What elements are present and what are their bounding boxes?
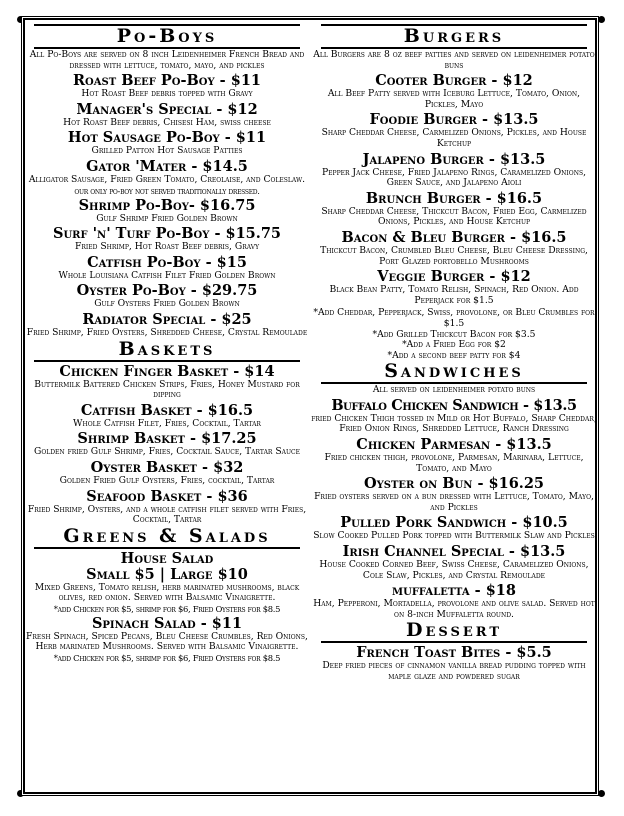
item-title: muffaletta - $18 <box>392 582 516 600</box>
item-title: Radiator Special - $25 <box>82 310 252 328</box>
item-title: Gator 'Mater - $14.5 <box>86 157 248 175</box>
house-salad-price: Small $5 | Large $10 <box>86 565 248 583</box>
item-desc: Fried chicken thigh, provolone, Parmesan, Marinara, Lettuce, Tomato, and Mayo <box>324 452 584 474</box>
item-title: Brunch Burger - $16.5 <box>365 189 543 207</box>
item-title: Bacon & Bleu Burger - $16.5 <box>341 228 567 246</box>
house-salad-title: House Salad <box>120 549 214 567</box>
item-desc: Gulf Shrimp Fried Golden Brown <box>96 212 238 224</box>
corner-dot-top-right <box>598 16 605 23</box>
sandwiches-intro: All served on leidenheimer potato buns <box>372 384 536 396</box>
section-heading-greens: Greens & Salads <box>34 526 300 549</box>
burger-addon: *Add a Fried Egg for $2 <box>402 339 506 351</box>
spinach-salad-note: *add Chicken for $5, shrimp for $6, Fried Oysters for $8.5 <box>53 653 281 664</box>
section-heading-sandwiches: Sandwiches <box>321 361 587 384</box>
burger-addon: *Add Grilled Thickcut Bacon for $3.5 <box>372 328 536 340</box>
section-heading-poboys: Po-Boys <box>34 24 300 49</box>
item-title: Irish Channel Special - $13.5 <box>342 543 566 561</box>
item-title: Oyster Po-Boy - $29.75 <box>76 282 258 300</box>
item-desc: Whole Louisiana Catfish Filet Fried Golden Brown <box>58 269 276 281</box>
item-title: Buffalo Chicken Sandwich - $13.5 <box>331 396 577 414</box>
item-title: Jalapeno Burger - $13.5 <box>362 150 546 168</box>
item-desc: Golden fried Gulf Shrimp, Fries, Cocktail Sauce, Tartar Sauce <box>33 446 301 458</box>
item-note: our only po-boy not served traditionally dressed. <box>74 185 260 196</box>
section-heading-dessert: Dessert <box>321 620 587 643</box>
item-desc: Fried Shrimp, Hot Roast Beef debris, Gravy <box>74 241 260 253</box>
house-salad-note: *add Chicken for $5, shrimp for $6, Fried Oysters for $8.5 <box>53 603 281 614</box>
burger-addon: *Add Cheddar, Pepperjack, Swiss, provolone, or Bleu Crumbles for $1.5 <box>313 307 595 329</box>
right-column <box>311 24 597 683</box>
item-desc: Hot Roast Beef debris topped with Gravy <box>81 88 253 100</box>
dessert-title: French Toast Bites - $5.5 <box>356 644 552 662</box>
item-desc: All Beef Patty served with Iceburg Lettuce, Tomato, Onion, Pickles, Mayo <box>327 88 581 110</box>
item-desc: Buttermilk Battered Chicken Strips, Fries, Honey Mustard for dipping <box>34 378 300 401</box>
item-desc: Golden Fried Gulf Oysters, Fries, cocktail, Tartar <box>59 474 275 486</box>
spinach-salad-title: Spinach Salad - $11 <box>91 614 243 632</box>
item-desc: Sharp Cheddar Cheese, Carmelized Onions, Pickles, and House Ketchup <box>321 127 587 149</box>
house-salad-desc: Mixed Greens, Tomato relish, herb marinated mushrooms, black olives, red onion. Served with Balsamic Vinaigrette. <box>34 581 300 604</box>
item-title: Cooter Burger - $12 <box>375 72 533 90</box>
item-desc: Gulf Oysters Fried Golden Brown <box>94 298 240 310</box>
item-title: Catfish Po-Boy - $15 <box>87 253 247 271</box>
item-title: Catfish Basket - $16.5 <box>80 401 254 419</box>
item-title: Roast Beef Po-Boy - $11 <box>73 72 261 90</box>
item-desc: Slow Cooked Pulled Pork topped with Buttermilk Slaw and Pickles <box>313 530 595 542</box>
item-desc: Sharp Cheddar Cheese, Thickcut Bacon, Fried Egg, Carmelized Onions, Pickles, and House Ketchup <box>321 205 587 228</box>
item-title: Surf 'n' Turf Po-Boy - $15.75 <box>52 225 282 243</box>
spinach-salad-desc: Fresh Spinach, Spiced Pecans, Bleu Cheese Crumbles, Red Onions, Herb marinated Mushrooms. Served with Balsamic Vinaigrette. <box>26 630 308 653</box>
item-desc: Thickcut Bacon, Crumbled Bleu Cheese, Bleu Cheese Dressing, Port Glazed portobello Mushrooms <box>320 244 588 267</box>
item-title: Oyster on Bun - $16.25 <box>363 475 545 493</box>
section-heading-baskets: Baskets <box>34 339 300 362</box>
item-desc: Fried Shrimp, Oysters, and a whole catfish filet served with Fries, Cocktail, Tartar <box>27 503 307 526</box>
item-desc: Pepper Jack Cheese, Fried Jalapeno Rings, Caramelized Onions, Green Sauce, and Jalapeno Aioli <box>321 166 587 189</box>
item-title: Chicken Finger Basket - $14 <box>59 362 275 380</box>
item-title: Chicken Parmesan - $13.5 <box>356 436 552 454</box>
left-column <box>24 24 310 663</box>
item-title: Shrimp Basket - $17.25 <box>77 430 257 448</box>
dessert-desc: Deep fried pieces of cinnamon vanilla bread pudding topped with maple glaze and powdered sugar <box>322 660 586 682</box>
item-desc: fried Chicken Thigh tossed in Mild or Hot Buffalo, Sharp Cheddar, Fried Onion Rings, Shredded Lettuce, Ranch Dressing <box>311 412 597 435</box>
poboys-intro: All Po-Boys are served on 8 inch Leidenheimer French Bread and dressed with lettuce, tomato, mayo, and pickles <box>29 49 305 71</box>
section-heading-burgers: Burgers <box>321 24 587 49</box>
item-title: Veggie Burger - $12 <box>377 268 531 286</box>
item-desc: Ham, Pepperoni, Mortadella, provolone and olive salad. Served hot on 8-inch Muffaletta round. <box>313 598 595 620</box>
item-desc: Fried Shrimp, Fried Oysters, Shredded Cheese, Crystal Remoulade <box>26 326 308 338</box>
item-title: Shrimp Po-Boy- $16.75 <box>78 196 256 214</box>
item-title: Pulled Pork Sandwich - $10.5 <box>340 514 568 532</box>
item-desc: Black Bean Patty, Tomato Relish, Spinach, Red Onion. Add Peperjack for $1.5 <box>329 284 579 306</box>
item-desc: House Cooked Corned Beef, Swiss Cheese, Caramelized Onions, Cole Slaw, Pickles, and Crystal Remoulade <box>319 559 589 581</box>
item-title: Manager's Special - $12 <box>76 100 258 118</box>
item-desc: Alligator Sausage, Fried Green Tomato, Creolaise, and Coleslaw. <box>28 173 306 185</box>
item-title: Hot Sausage Po-Boy - $11 <box>67 129 267 147</box>
item-title: Oyster Basket - $32 <box>90 458 244 476</box>
item-title: Seafood Basket - $36 <box>86 487 248 505</box>
corner-dot-bottom-right <box>598 790 605 797</box>
item-desc: Fried oysters served on a bun dressed with Lettuce, Tomato, Mayo, and Pickles <box>314 491 594 513</box>
item-desc: Hot Roast Beef debris, Chisesi Ham, swiss cheese <box>63 116 271 128</box>
burgers-intro: All Burgers are 8 oz beef patties and served on leidenheimer potato buns <box>313 49 595 71</box>
item-desc: Whole Catfish Filet, Fries, Cocktail, Tartar <box>73 417 261 429</box>
burger-addon: *Add a second beef patty for $4 <box>387 349 521 361</box>
item-title: Foodie Burger - $13.5 <box>369 111 539 129</box>
item-desc: Grilled Patton Hot Sausage Patties <box>91 145 243 157</box>
